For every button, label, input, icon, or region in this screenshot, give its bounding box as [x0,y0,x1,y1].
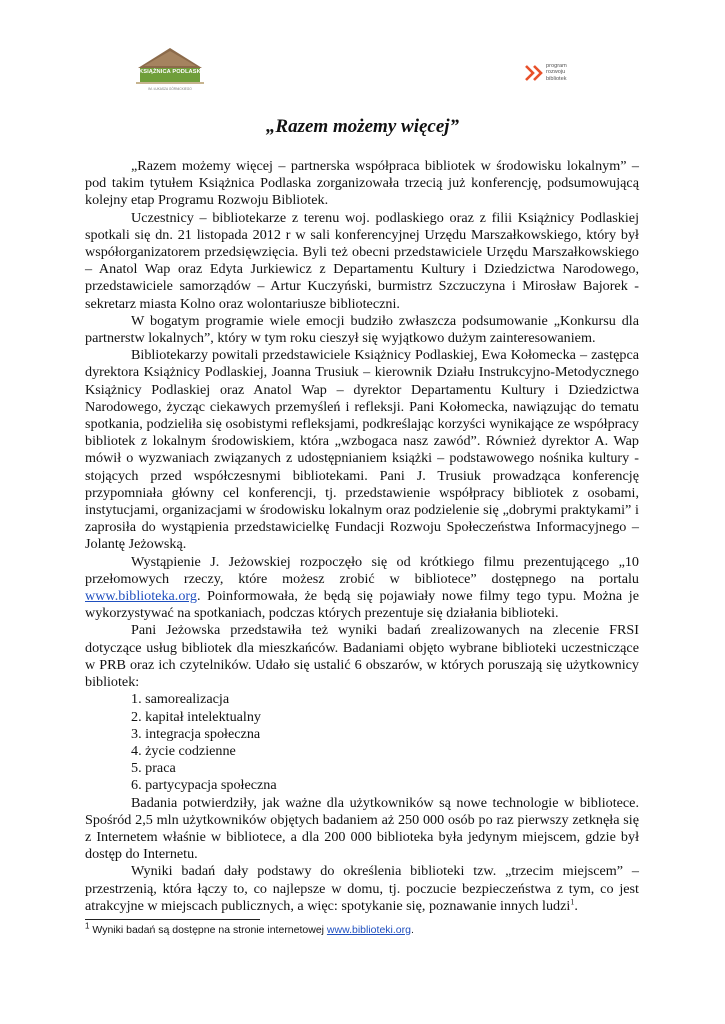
biblioteki-link[interactable]: www.biblioteki.org [326,924,411,936]
paragraph-5-text-a: Wystąpienie J. Jeżowskiej rozpoczęło się od krótkiego filmu prezentującego „10 przełomowych rzeczy, które możesz zrobić w bibliotece” dostępnego na portalu [85,553,639,587]
list-item: 1. samorealizacja [131,691,230,708]
paragraph-3: W bogatym programie wiele emocji budziło zwłaszcza podsumowanie „Konkursu dla partnerstw lokalnych”, który w tym roku cieszył się wyjątkowo dużym zainteresowaniem. [85,312,639,347]
footnote [85,921,639,937]
paragraph-5-text-b: . Poinformowała, że będą się pojawiały nowe filmy tego typu. Można je wykorzystywać na spotkaniach, podczas których prezentuje się działania biblioteki. [85,588,639,622]
footnote-text: Wyniki badań są dostępne na stronie internetowej [89,924,327,936]
program-label: program rozwoju bibliotek [546,63,567,82]
paragraph-8 [85,863,639,915]
logo-subtext: IM. ŁUKASZA GÓRNICKIEGO [148,87,192,91]
page-title: „Razem możemy więcej” [265,116,460,137]
user-areas-list [85,691,639,794]
list-item: 3. integracja społeczna [131,725,261,742]
ksiaznica-podlaska-logo [134,46,206,96]
list-item: 4. życie codzienne [131,742,236,759]
paragraph-1: „Razem możemy więcej – partnerska współpraca bibliotek w środowisku lokalnym” – pod takim tytułem Książnica Podlaska zorganizowała trzecią już konferencję, podsumowującą kolejny etap Programu Rozwoju Bibliotek. [85,158,639,209]
list-item: 6. partycypacja społeczna [131,777,277,794]
paragraph-2: Uczestnicy – bibliotekarze z terenu woj. podlaskiego oraz z filii Książnicy Podlaskiej spotkali się dn. 21 listopada 2012 r w sali konferencyjnej Urzędu Marszałkowskiego, który był współorganizatorem przedsięwzięcia. Byli też obecni przedstawiciele Urzędu Marszałkowskiego – Anatol Wap oraz Edyta Jurkiewicz z Departamentu Kultury i Dziedzictwa Narodowego, przedstawiciele samorządów – Artur Kuczyński, burmistrz Szczuczyna i Mirosław Bajorek - sekretarz miasta Kolno oraz wolontariusze biblioteczni. [85,209,639,312]
double-chevron-icon [524,64,544,82]
footnote-number: 1 [85,921,90,931]
paragraph-8-text: Wyniki badań dały podstawy do określenia biblioteki tzw. „trzecim miejscem” – przestrzenią, która łączy to, co najlepsze w domu, tj. poczucie bezpieczeństwa z tym, co jest atrakcyjne w miejscach publicznych, a więc: spotykanie się, poznawanie innych ludzi [85,863,639,914]
footnote-end: . [410,924,414,936]
list-item: 2. kapitał intelektualny [131,708,261,725]
paragraph-7: Badania potwierdziły, jak ważne dla użytkowników są nowe technologie w bibliotece. Spośród 2,5 mln użytkowników objętych badaniem aż 250 000 osób po raz pierwszy zetknęła się z Internetem właśnie w bibliotece, a dla 200 000 biblioteka była jedynym miejscem, gdzie był dostęp do Internetu. [85,794,639,863]
footnote-divider [85,919,260,920]
paragraph-8-end: . [574,897,578,914]
footnote-ref[interactable]: 1 [570,897,575,907]
paragraph-6: Pani Jeżowska przedstawiła też wyniki badań zrealizowanych na zlecenie FRSI dotyczące usług bibliotek dla mieszkańców. Badaniami objęto wybrane biblioteki uczestniczące w PRB oraz ich czytelników. Udało się ustalić 6 obszarów, w których poruszają się użytkownicy bibliotek: [85,622,639,691]
program-rozwoju-bibliotek-logo [524,64,594,90]
list-item: 5. praca [131,760,176,777]
logo-name-text: KSIĄŻNICA PODLASKA [139,69,206,75]
paragraph-5 [85,554,639,623]
article-body [85,158,639,915]
biblioteka-link[interactable]: www.biblioteka.org [85,588,197,605]
paragraph-4: Bibliotekarzy powitali przedstawiciele Książnicy Podlaskiej, Ewa Kołomecka – zastępca dyrektora Książnicy Podlaskiej, Joanna Trusiuk – kierownik Działu Instrukcyjno-Metodycznego Książnicy Podlaskiej oraz Anatol Wap – dyrektor Departamentu Kultury i Dziedzictwa Narodowego, życząc ciekawych przemyśleń i refleksji. Pani Kołomecka, nawiązując do tematu spotkania, podzieliła się osobistymi refleksjami, podkreślając korzyści wynikające ze współpracy bibliotek z lokalnym środowiskiem, która „wzbogaca nasz zawód”. Również dyrektor A. Wap mówił o wyzwaniach związanych z udostępnianiem książki – podstawowego nośnika kultury - stojących przed współczesnymi bibliotekami. Pani J. Trusiuk prowadząca konferencję przypomniała główny cel konferencji, tj. przedstawienie współpracy bibliotek z osobami, instytucjami, organizacjami w środowisku lokalnym oraz podzielenie się „dobrymi praktykami” i zaprosiła do wystąpienia przedstawicielkę Fundacji Rozwoju Społeczeństwa Informacyjnego – Jolantę Jeżowską. [85,347,639,553]
